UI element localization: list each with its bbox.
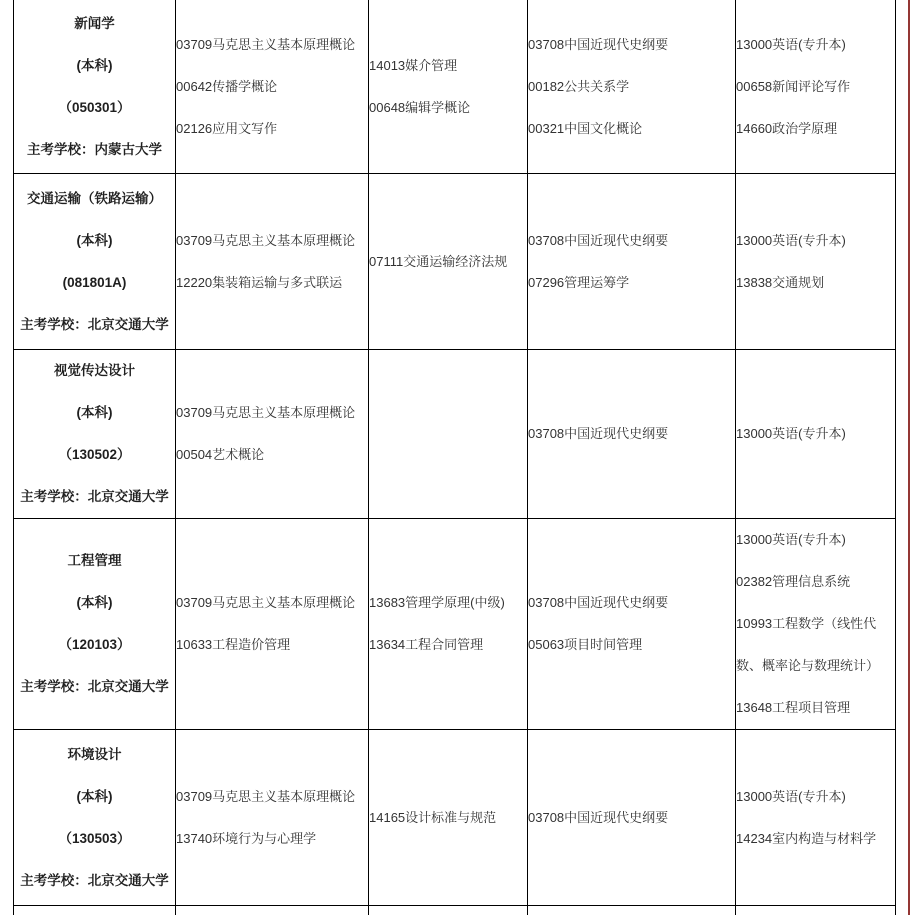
table-row [14,519,896,730]
course-item: 13000英语(专升本) [736,232,846,248]
course-item: 13683管理学原理(中级) [369,595,505,610]
course-item: 14660政治学原理 [736,120,838,136]
course-item: 14013媒介管理 [369,57,458,73]
major-code: （130503） [58,830,131,846]
course-item: 03708中国近现代史纲要 [528,232,669,248]
course-item: 07111交通运输经济法规 [369,253,508,269]
course-item: 14234室内构造与材料学 [736,830,877,846]
major-name: 交通运输（铁路运输） [27,190,162,206]
major-school: 主考学校：北京交通大学 [20,316,169,332]
major-level: (本科) [76,405,113,420]
major-school: 主考学校：内蒙古大学 [27,141,162,157]
major-cell-empty [14,906,176,915]
course-item: 03709马克思主义基本原理概论 [176,232,356,248]
major-level: (本科) [76,595,113,610]
course-item: 02126应用文写作 [176,120,278,136]
course-item: 00642传播学概论 [176,78,278,94]
course-item: 13838交通规划 [736,274,825,290]
course-cell [528,0,736,174]
table-row [14,730,896,906]
major-school: 主考学校：北京交通大学 [20,872,169,888]
course-cell [528,174,736,350]
major-code: （050301） [58,99,131,115]
course-cell [176,350,369,519]
course-item: 10633工程造价管理 [176,637,291,652]
course-item: 13648工程项目管理 [736,700,851,715]
course-item: 00504艺术概论 [176,447,265,462]
major-cell [14,350,176,519]
course-cell-empty [176,906,369,915]
major-name: 视觉传达设计 [54,363,135,378]
course-item: 13000英语(专升本) [736,426,846,441]
course-cell [528,350,736,519]
course-item: 03708中国近现代史纲要 [528,595,669,610]
course-cell [736,174,896,350]
table-row [14,174,896,350]
course-item: 05063项目时间管理 [528,637,643,652]
course-cell [369,0,528,174]
course-cell [176,519,369,730]
course-item: 00648编辑学概论 [369,99,471,115]
major-level: (本科) [76,232,113,248]
major-cell [14,0,176,174]
major-cell [14,519,176,730]
course-cell [369,730,528,906]
course-item: 13740环境行为与心理学 [176,830,317,846]
course-cell [176,0,369,174]
course-item: 13634工程合同管理 [369,637,484,652]
major-name: 工程管理 [67,553,122,568]
table-row [14,0,896,174]
major-code: (081801A) [62,274,127,290]
course-cell-empty [736,906,896,915]
major-name: 新闻学 [74,15,115,31]
course-item: 13000英语(专升本) [736,36,846,52]
course-cell-empty [528,906,736,915]
course-cell [528,730,736,906]
course-item: 07296管理运筹学 [528,274,630,290]
major-school: 主考学校：北京交通大学 [20,679,169,694]
course-item: 03708中国近现代史纲要 [528,809,669,825]
course-cell [736,350,896,519]
course-cell [369,174,528,350]
course-cell [736,0,896,174]
course-cell [176,730,369,906]
course-cell-empty [369,906,528,915]
course-cell [528,519,736,730]
course-item: 03709马克思主义基本原理概论 [176,405,356,420]
table-row-partial [14,906,896,915]
course-item: 00658新闻评论写作 [736,78,851,94]
course-cell [736,519,896,730]
course-item: 03708中国近现代史纲要 [528,36,669,52]
major-cell [14,730,176,906]
table-row [14,350,896,519]
course-item: 03709马克思主义基本原理概论 [176,36,356,52]
major-cell [14,174,176,350]
course-item: 10993工程数学（线性代数、概率论与数理统计） [736,616,880,673]
course-cell [176,174,369,350]
course-item: 14165设计标准与规范 [369,809,497,825]
exam-schedule-table [13,0,896,915]
course-item: 00321中国文化概论 [528,120,643,136]
major-level: (本科) [76,788,113,804]
course-item: 03709马克思主义基本原理概论 [176,788,356,804]
course-item: 03708中国近现代史纲要 [528,426,669,441]
course-item: 02382管理信息系统 [736,574,851,589]
course-cell [369,519,528,730]
course-cell-empty [369,350,528,519]
major-code: （120103） [58,637,131,652]
major-name: 环境设计 [67,746,122,762]
course-item: 12220集装箱运输与多式联运 [176,274,343,290]
course-item: 03709马克思主义基本原理概论 [176,595,356,610]
course-item: 00182公共关系学 [528,78,630,94]
course-item: 13000英语(专升本) [736,532,846,547]
major-school: 主考学校：北京交通大学 [20,489,169,504]
major-level: (本科) [76,57,113,73]
course-cell [736,730,896,906]
major-code: （130502） [58,447,131,462]
course-item: 13000英语(专升本) [736,788,846,804]
